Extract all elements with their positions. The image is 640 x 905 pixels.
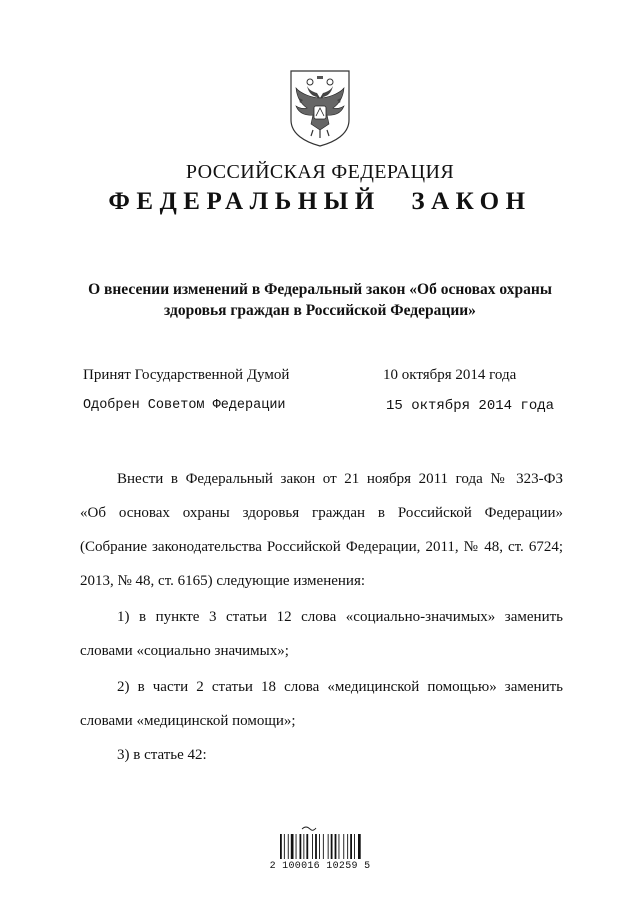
coat-of-arms-emblem xyxy=(287,68,353,148)
council-label: Одобрен Советом Федерации xyxy=(83,398,286,413)
law-title-line: О внесении изменений в Федеральный закон «Об основах охраны xyxy=(88,281,552,298)
text-line: словами «социально значимых»; xyxy=(80,643,289,659)
duma-label: Принят Государственной Думой xyxy=(83,367,290,383)
text-line: (Собрание законодательства Российской Федерации, 2011, № 48, ст. 6724; xyxy=(80,539,563,555)
law-title-line: здоровья граждан в Российской Федерации» xyxy=(164,302,476,319)
council-date: 15 октября 2014 года xyxy=(386,398,555,414)
item-2-paragraph xyxy=(80,677,563,745)
text-line: «Об основах охраны здоровья граждан в Российской Федерации» xyxy=(80,505,563,521)
intro-paragraph xyxy=(80,469,563,605)
text-line: 3) в статье 42: xyxy=(117,747,207,763)
item-3-paragraph xyxy=(80,745,563,779)
duma-date: 10 октября 2014 года xyxy=(383,367,517,383)
text-line: 2) в части 2 статьи 18 слова «медицинской помощью» заменить xyxy=(117,679,563,695)
text-line: словами «медицинской помощи»; xyxy=(80,713,296,729)
law-title xyxy=(60,279,580,321)
text-line: 1) в пункте 3 статьи 12 слова «социально-значимых» заменить xyxy=(117,609,563,625)
item-1-paragraph xyxy=(80,607,563,675)
law-type-heading: ФЕДЕРАЛЬНЫЙ ЗАКОН xyxy=(108,188,532,215)
barcode-number: 2 100016 10259 5 xyxy=(269,861,371,872)
text-line: 2013, № 48, ст. 6165) следующие изменения: xyxy=(80,573,366,589)
text-line: Внести в Федеральный закон от 21 ноября 2011 года № 323-ФЗ xyxy=(117,471,563,487)
country-name: РОССИЙСКАЯ ФЕДЕРАЦИЯ xyxy=(185,161,455,183)
